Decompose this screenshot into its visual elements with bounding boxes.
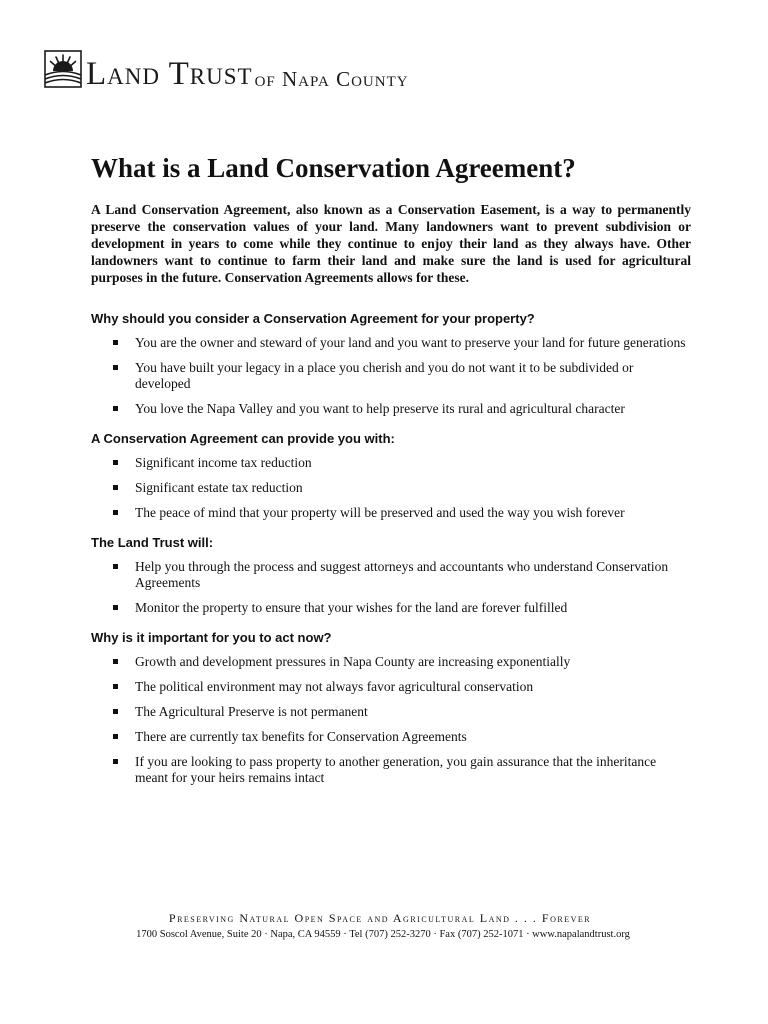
list-item: You are the owner and steward of your land and you want to preserve your land for future generations: [91, 335, 691, 351]
intro-paragraph: A Land Conservation Agreement, also known as a Conservation Easement, is a way to permanently preserve the conservation values of your land. Many landowners want to prevent subdivision or development in years to come while they continue to enjoy their land as they always have. Other landowners want to continue to farm their land and make sure the land is used for agricultural purposes in the future. Conservation Agreements allows for these.: [91, 202, 691, 286]
list-item: The peace of mind that your property will be preserved and used the way you wish forever: [91, 505, 691, 521]
section-heading-why-consider: Why should you consider a Conservation Agreement for your property?: [91, 311, 535, 327]
section-heading-land-trust-will: The Land Trust will:: [91, 535, 214, 551]
section-heading-act-now: Why is it important for you to act now?: [91, 630, 332, 646]
bullet-list-act-now: [91, 654, 691, 786]
bullet-list-provide: [91, 455, 691, 521]
list-item: If you are looking to pass property to another generation, you gain assurance that the inheritance meant for your heirs remains intact: [91, 754, 691, 786]
sun-landscape-icon: [43, 49, 83, 89]
bullet-list-why-consider: [91, 335, 691, 417]
section-heading-provide: A Conservation Agreement can provide you with:: [91, 431, 395, 447]
footer-address: 1700 Soscol Avenue, Suite 20 · Napa, CA 94559 · Tel (707) 252-3270 · Fax (707) 252-1071 · www.napalandtrust.org: [136, 929, 630, 940]
list-item: There are currently tax benefits for Conservation Agreements: [91, 729, 691, 745]
list-item: You have built your legacy in a place you cherish and you do not want it to be subdivided or developed: [91, 360, 691, 392]
footer: [0, 911, 768, 940]
list-item: Significant estate tax reduction: [91, 480, 691, 496]
page-title: What is a Land Conservation Agreement?: [91, 153, 576, 183]
list-item: You love the Napa Valley and you want to help preserve its rural and agricultural character: [91, 401, 691, 417]
list-item: The political environment may not always favor agricultural conservation: [91, 679, 691, 695]
footer-tagline: Preserving Natural Open Space and Agricultural Land . . . Forever: [168, 911, 592, 925]
document-body: [91, 152, 691, 799]
list-item: Significant income tax reduction: [91, 455, 691, 471]
list-item: Growth and development pressures in Napa County are increasing exponentially: [91, 654, 691, 670]
list-item: Help you through the process and suggest attorneys and accountants who understand Conservation Agreements: [91, 559, 691, 591]
list-item: Monitor the property to ensure that your wishes for the land are forever fulfilled: [91, 600, 691, 616]
logo-title: Land Trust: [86, 56, 253, 92]
logo-subtitle: of Napa County: [254, 67, 409, 91]
logo: [43, 47, 409, 92]
list-item: The Agricultural Preserve is not permanent: [91, 704, 691, 720]
bullet-list-land-trust-will: [91, 559, 691, 616]
